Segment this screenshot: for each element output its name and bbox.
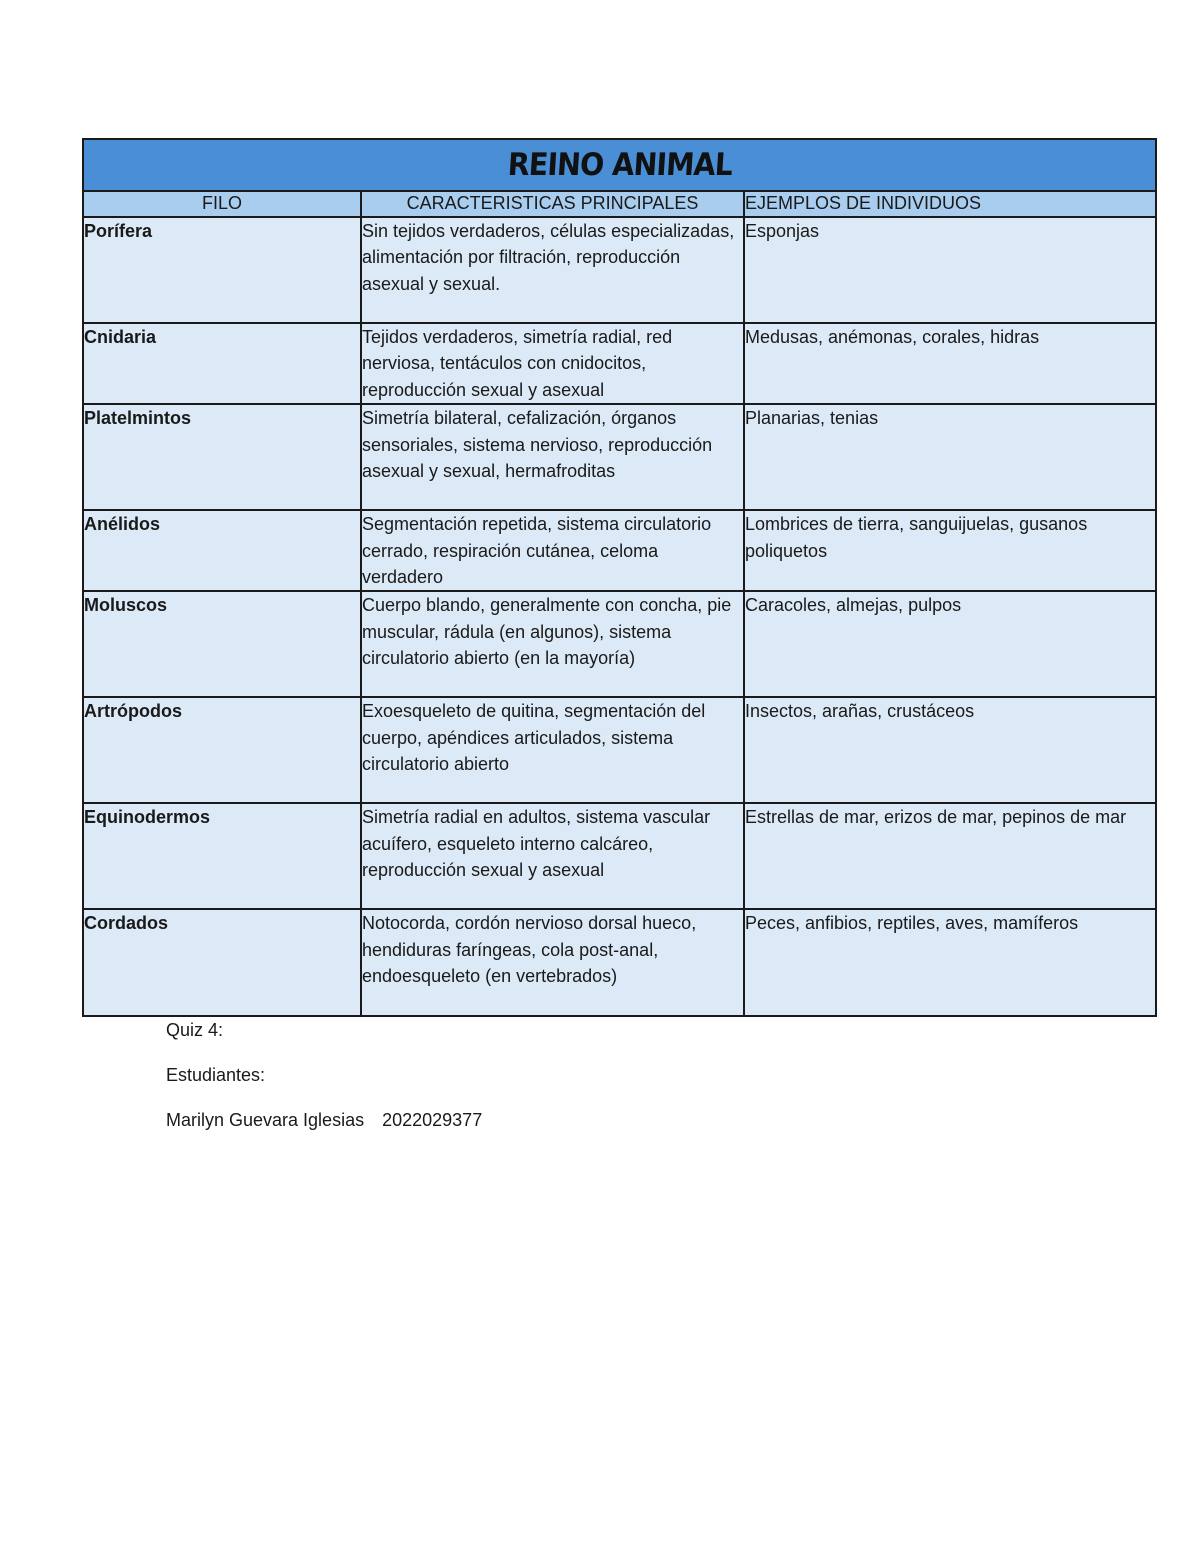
ejemplos-cell: Caracoles, almejas, pulpos [744, 591, 1156, 697]
column-header-caracteristicas: CARACTERISTICAS PRINCIPALES [361, 191, 744, 217]
table-row [83, 217, 1156, 323]
filo-cell: Porífera [83, 217, 361, 323]
filo-cell: Anélidos [83, 510, 361, 591]
student-entry [166, 1110, 482, 1131]
ejemplos-cell: Esponjas [744, 217, 1156, 323]
filo-cell: Cnidaria [83, 323, 361, 404]
student-name: Marilyn Guevara Iglesias [166, 1110, 365, 1130]
table-row [83, 803, 1156, 909]
table-title-text: REINO ANIMAL [506, 147, 733, 183]
table-row [83, 404, 1156, 510]
filo-cell: Moluscos [83, 591, 361, 697]
caracteristicas-cell: Simetría bilateral, cefalización, órganos sensoriales, sistema nervioso, reproducción asexual y sexual, hermafroditas [361, 404, 744, 510]
caracteristicas-cell: Notocorda, cordón nervioso dorsal hueco, hendiduras faríngeas, cola post-anal, endoesqueleto (en vertebrados) [361, 909, 744, 1016]
student-id: 2022029377 [382, 1110, 483, 1130]
students-label: Estudiantes: [166, 1065, 266, 1085]
table-row [83, 909, 1156, 1016]
column-header-filo: FILO [83, 191, 361, 217]
ejemplos-cell: Medusas, anémonas, corales, hidras [744, 323, 1156, 404]
ejemplos-cell: Planarias, tenias [744, 404, 1156, 510]
ejemplos-cell: Insectos, arañas, crustáceos [744, 697, 1156, 803]
reino-animal-table [82, 138, 1157, 1017]
caracteristicas-cell: Exoesqueleto de quitina, segmentación del cuerpo, apéndices articulados, sistema circulatorio abierto [361, 697, 744, 803]
table-row [83, 697, 1156, 803]
caracteristicas-cell: Segmentación repetida, sistema circulatorio cerrado, respiración cutánea, celoma verdadero [361, 510, 744, 591]
filo-cell: Cordados [83, 909, 361, 1016]
quiz-label: Quiz 4: [166, 1020, 224, 1040]
table-header-row [83, 191, 1156, 217]
filo-cell: Equinodermos [83, 803, 361, 909]
table-row [83, 323, 1156, 404]
table-row [83, 591, 1156, 697]
filo-cell: Platelmintos [83, 404, 361, 510]
caracteristicas-cell: Tejidos verdaderos, simetría radial, red nerviosa, tentáculos con cnidocitos, reproducción sexual y asexual [361, 323, 744, 404]
caracteristicas-cell: Simetría radial en adultos, sistema vascular acuífero, esqueleto interno calcáreo, reproducción sexual y asexual [361, 803, 744, 909]
caracteristicas-cell: Sin tejidos verdaderos, células especializadas, alimentación por filtración, reproducción asexual y sexual. [361, 217, 744, 323]
table-title [83, 139, 1156, 191]
ejemplos-cell: Peces, anfibios, reptiles, aves, mamíferos [744, 909, 1156, 1016]
caracteristicas-cell: Cuerpo blando, generalmente con concha, pie muscular, rádula (en algunos), sistema circulatorio abierto (en la mayoría) [361, 591, 744, 697]
column-header-ejemplos: EJEMPLOS DE INDIVIDUOS [744, 191, 1156, 217]
ejemplos-cell: Estrellas de mar, erizos de mar, pepinos de mar [744, 803, 1156, 909]
ejemplos-cell: Lombrices de tierra, sanguijuelas, gusanos poliquetos [744, 510, 1156, 591]
filo-cell: Artrópodos [83, 697, 361, 803]
table-row [83, 510, 1156, 591]
